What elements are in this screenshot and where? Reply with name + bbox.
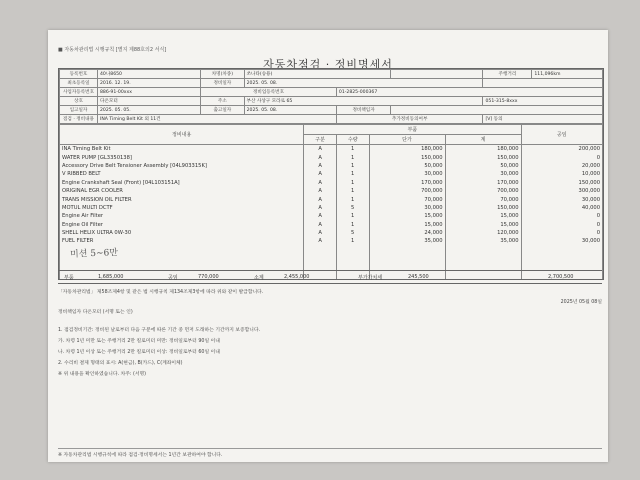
item-qty: 5: [336, 229, 369, 237]
item-kind: A: [304, 187, 337, 195]
in-date-value: 2025. 05. 05.: [98, 106, 201, 115]
table-row: [60, 162, 603, 170]
item-unit-price: 35,000: [369, 237, 445, 245]
item-unit-price: 170,000: [369, 179, 445, 187]
out-date-label: 출고일자: [201, 106, 244, 115]
warranty-label: 정비책임자: [336, 106, 390, 115]
items-header-total: 계: [445, 135, 521, 145]
reg-value: 40나8650: [98, 70, 201, 79]
item-name: ORIGINAL EGR COOLER: [60, 187, 304, 195]
item-labor: 30,000: [521, 237, 602, 245]
items-body: [60, 145, 603, 280]
item-parts-total: 15,000: [445, 212, 521, 220]
items-header-qty: 수량: [336, 135, 369, 145]
item-parts-total: 120,000: [445, 229, 521, 237]
item-unit-price: 150,000: [369, 153, 445, 161]
biz-label: 사업자등록번호: [60, 88, 98, 97]
table-row: [60, 229, 603, 237]
item-name: TRANS MISSION OIL FILTER: [60, 195, 304, 203]
phone-value: 051-315-8xxx: [483, 97, 603, 106]
item-unit-price: 15,000: [369, 212, 445, 220]
item-kind: A: [304, 237, 337, 245]
table-row: [60, 153, 603, 161]
addr-label: 주소: [201, 97, 244, 106]
footer-note-line: 1. 점검정비기간: 정비된 날로부터 다음 구분에 따른 기간 중 먼저 도래하는 기간까지 보증합니다.: [58, 328, 261, 333]
item-labor: 0: [521, 153, 602, 161]
addr-value: 부산 사상구 모라로 65: [244, 97, 483, 106]
item-labor: 0: [521, 212, 602, 220]
labor-total-label: 공임: [168, 275, 178, 281]
empty-row: [60, 246, 603, 254]
table-row: [60, 179, 603, 187]
empty-row: [60, 254, 603, 262]
item-name: Engine Oil Filter: [60, 221, 304, 229]
out-date-value: 2025. 05. 08.: [244, 106, 336, 115]
labor-total-value: 770,000: [198, 274, 219, 280]
sum-label: 소계: [254, 275, 264, 281]
item-kind: A: [304, 229, 337, 237]
item-qty: 1: [336, 237, 369, 245]
item-qty: 1: [336, 145, 369, 154]
license-label: 정비업등록번호: [201, 88, 337, 97]
page-title: 자동차점검 · 정비명세서: [263, 58, 393, 71]
item-labor: 150,000: [521, 179, 602, 187]
parts-total-value: 1,685,000: [98, 274, 124, 280]
item-qty: 1: [336, 195, 369, 203]
reg-label: 등록번호: [60, 70, 98, 79]
item-labor: 0: [521, 229, 602, 237]
item-name: MOTUL MULTI DCTF: [60, 204, 304, 212]
table-row: [60, 195, 603, 203]
vat-value: 245,500: [408, 274, 429, 280]
item-kind: A: [304, 195, 337, 203]
item-name: Accessory Drive Belt Tensioner Assembly [04L903315K]: [60, 162, 304, 170]
item-qty: 1: [336, 153, 369, 161]
mileage-label: 주행거리: [483, 70, 532, 79]
item-qty: 1: [336, 187, 369, 195]
item-name: V RIBBED BELT: [60, 170, 304, 178]
item-kind: A: [304, 162, 337, 170]
item-labor: 0: [521, 221, 602, 229]
handwritten-note: 미션 5~6만: [69, 248, 119, 260]
item-name: WATER PUMP [GL3350138]: [60, 153, 304, 161]
item-qty: 1: [336, 221, 369, 229]
item-kind: A: [304, 212, 337, 220]
items-header-content: 정비내용: [60, 125, 304, 145]
item-name: INA Timing Belt Kit: [60, 145, 304, 154]
item-parts-total: 170,000: [445, 179, 521, 187]
item-kind: A: [304, 170, 337, 178]
items-header-unit: 단가: [369, 135, 445, 145]
footer-note-line: 나. 차령 1년 이상 또는 주행거리 2만 킬로미터 이상: 정비일로부터 60일 이내: [58, 350, 220, 355]
footer-note-line: 가. 차령 1년 미만 또는 주행거리 2만 킬로미터 미만: 정비일로부터 90일 이내: [58, 339, 220, 344]
footer-statement: 「자동차관리법」 제58조제4항 및 같은 법 시행규칙 제134조제3항에 따라 위와 같이 발급합니다.: [58, 290, 264, 295]
form-box: [58, 68, 604, 280]
table-row: [60, 221, 603, 229]
table-row: [60, 187, 603, 195]
grand-total-value: 2,700,500: [548, 274, 574, 280]
repair-label: 점검 · 정비내용: [60, 115, 98, 124]
item-qty: 1: [336, 170, 369, 178]
item-labor: 30,000: [521, 195, 602, 203]
parts-total-label: 부품: [64, 275, 74, 281]
item-name: Engine Crankshaft Seal (Front) [04L103151A]: [60, 179, 304, 187]
table-row: [60, 212, 603, 220]
item-parts-total: 150,000: [445, 153, 521, 161]
license-value: 01-2825-000367: [336, 88, 602, 97]
repair-value: INA Timing Belt Kit 외 11건: [98, 115, 337, 124]
extra-label: 추가정비동의여부: [336, 115, 483, 124]
form-header-note: ■ 자동차관리법 시행규칙 [별지 제88호의2 서식]: [58, 47, 167, 53]
item-unit-price: 50,000: [369, 162, 445, 170]
first-reg-value: 2016. 12. 19.: [98, 79, 201, 88]
item-labor: 200,000: [521, 145, 602, 154]
extra-value: [V] 동의: [483, 115, 603, 124]
item-labor: 300,000: [521, 187, 602, 195]
item-qty: 5: [336, 204, 369, 212]
item-parts-total: 150,000: [445, 204, 521, 212]
items-header-labor: 공임: [521, 125, 602, 145]
model-label: 차명(차종): [201, 70, 244, 79]
item-unit-price: 30,000: [369, 170, 445, 178]
footer-date: 2025년 05월 08일: [560, 300, 602, 305]
sum-value: 2,455,000: [284, 274, 310, 280]
item-parts-total: 30,000: [445, 170, 521, 178]
totals-row: [58, 270, 602, 284]
item-parts-total: 70,000: [445, 195, 521, 203]
item-unit-price: 15,000: [369, 221, 445, 229]
item-labor: 10,000: [521, 170, 602, 178]
item-unit-price: 70,000: [369, 195, 445, 203]
item-unit-price: 180,000: [369, 145, 445, 154]
table-row: [60, 145, 603, 154]
first-reg-label: 최초등록일: [60, 79, 98, 88]
in-date-label: 입고일자: [60, 106, 98, 115]
meta-table: [59, 69, 603, 124]
footer-warning: ※ 자동차관리법 시행규칙에 따라 점검·정비명세서는 1년간 보관하여야 합니다.: [58, 448, 602, 458]
item-parts-total: 700,000: [445, 187, 521, 195]
document-page: [48, 30, 608, 462]
table-row: [60, 237, 603, 245]
vat-label: 부가가치세: [358, 275, 383, 281]
footer-note-line: ※ 위 내용을 확인하였습니다. 차주: (서명): [58, 372, 147, 377]
item-labor: 20,000: [521, 162, 602, 170]
footer-signer: 정비책임자 다온모터 (서명 또는 인): [58, 310, 133, 315]
item-labor: 40,000: [521, 204, 602, 212]
table-row: [60, 204, 603, 212]
items-header-kind: 구분: [304, 135, 337, 145]
table-row: [60, 170, 603, 178]
item-kind: A: [304, 145, 337, 154]
items-table: [59, 124, 603, 279]
biz-value: 886-91-00xxx: [98, 88, 201, 97]
item-unit-price: 24,000: [369, 229, 445, 237]
item-kind: A: [304, 153, 337, 161]
item-kind: A: [304, 221, 337, 229]
company-label: 상호: [60, 97, 98, 106]
item-qty: 1: [336, 179, 369, 187]
item-qty: 1: [336, 212, 369, 220]
mileage-value: 111,096km: [532, 70, 603, 79]
items-header-parts: 부품: [304, 125, 521, 135]
company-value: 다온모터: [98, 97, 201, 106]
check-date-label: 정비일자: [201, 79, 244, 88]
footer-note-line: 2. 수리비 결제 형태의 표시: A(현금), B(카드), C(계좌이체): [58, 361, 183, 366]
item-kind: A: [304, 179, 337, 187]
check-date-value: 2025. 05. 08.: [244, 79, 483, 88]
item-parts-total: 180,000: [445, 145, 521, 154]
item-parts-total: 35,000: [445, 237, 521, 245]
item-name: FUEL FILTER: [60, 237, 304, 245]
item-name: SHELL HELIX ULTRA 0W-30: [60, 229, 304, 237]
model-value: 쏘나타(승용): [244, 70, 391, 79]
item-unit-price: 30,000: [369, 204, 445, 212]
item-name: Engine Air Filter: [60, 212, 304, 220]
item-parts-total: 15,000: [445, 221, 521, 229]
item-parts-total: 50,000: [445, 162, 521, 170]
item-qty: 1: [336, 162, 369, 170]
item-unit-price: 700,000: [369, 187, 445, 195]
item-kind: A: [304, 204, 337, 212]
